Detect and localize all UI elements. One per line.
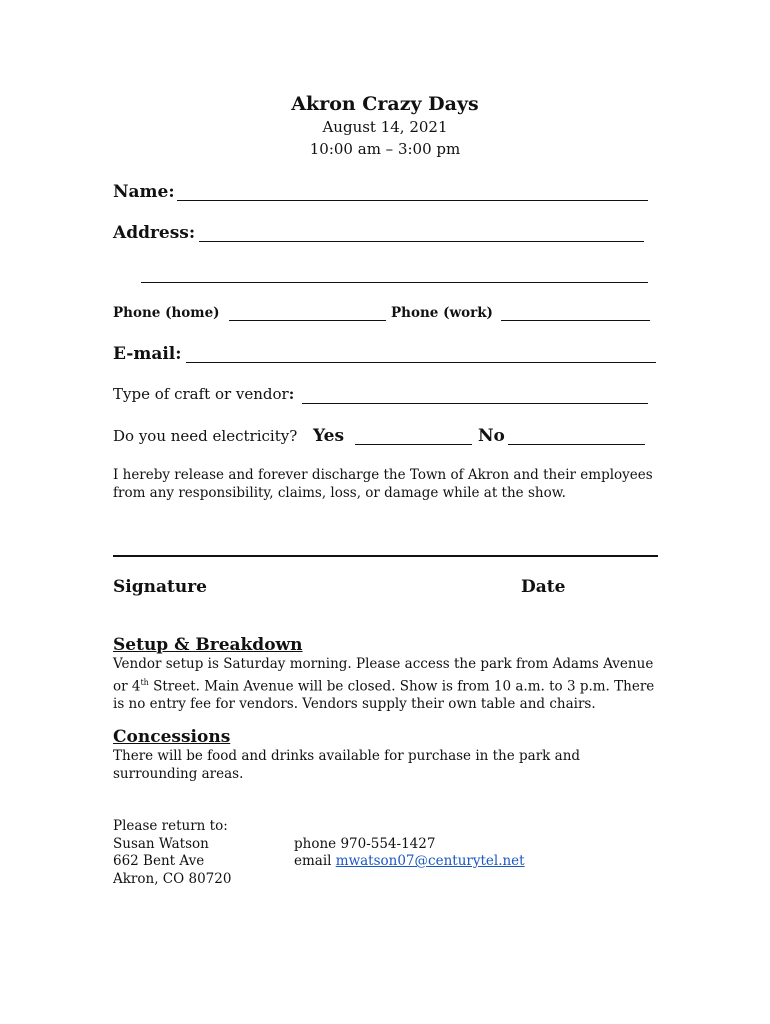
- email-label: E-mail:: [113, 344, 182, 364]
- event-time: 10:00 am – 3:00 pm: [309, 140, 461, 158]
- return-label: Please return to:: [113, 818, 228, 834]
- signature-line[interactable]: [113, 555, 658, 557]
- email-field[interactable]: [186, 362, 656, 363]
- event-title: Akron Crazy Days: [291, 93, 479, 115]
- name-label: Name:: [113, 182, 175, 202]
- setup-text-part1: Vendor setup is Saturday morning. Please access the park from Adams Avenue or 4: [113, 656, 654, 694]
- no-field[interactable]: [508, 444, 645, 445]
- signature-label: Signature: [113, 577, 207, 597]
- return-street: 662 Bent Ave: [113, 853, 205, 869]
- return-phone: phone 970-554-1427: [294, 836, 436, 852]
- yes-label: Yes: [313, 426, 345, 446]
- date-label: Date: [521, 577, 566, 597]
- setup-text-part2: Street. Main Avenue will be closed. Show is from 10 a.m. to 3 p.m. There is no entry fee for vendors. Vendors supply their own table and chairs.: [113, 678, 655, 712]
- address-field-line1[interactable]: [199, 241, 644, 242]
- event-date: August 14, 2021: [322, 118, 448, 136]
- phone-work-field[interactable]: [501, 320, 650, 321]
- craft-field[interactable]: [302, 403, 648, 404]
- return-email: [294, 853, 525, 869]
- craft-label-colon: :: [288, 385, 295, 403]
- yes-field[interactable]: [355, 444, 472, 445]
- email-link[interactable]: mwatson07@centurytel.net: [335, 853, 525, 869]
- setup-text: [113, 656, 663, 713]
- address-label: Address:: [113, 223, 196, 243]
- no-label: No: [478, 426, 505, 446]
- phone-home-label: Phone (home): [113, 305, 220, 321]
- craft-label: [113, 385, 294, 403]
- return-city: Akron, CO 80720: [113, 871, 232, 887]
- phone-work-label: Phone (work): [391, 305, 493, 321]
- setup-heading: Setup & Breakdown: [113, 635, 303, 655]
- address-field-line2[interactable]: [141, 282, 648, 283]
- craft-label-text: Type of craft or vendor: [113, 385, 289, 403]
- electricity-label: Do you need electricity?: [113, 427, 298, 445]
- release-statement: I hereby release and forever discharge the Town of Akron and their employees from any responsibility, claims, loss, or damage while at the show.: [113, 467, 653, 501]
- concessions-heading: Concessions: [113, 727, 231, 747]
- setup-text-sup: th: [140, 677, 149, 687]
- name-field[interactable]: [177, 200, 648, 201]
- phone-home-field[interactable]: [229, 320, 386, 321]
- concessions-text: There will be food and drinks available for purchase in the park and surrounding areas.: [113, 748, 581, 782]
- email-prefix: email: [294, 853, 336, 869]
- return-name: Susan Watson: [113, 836, 209, 852]
